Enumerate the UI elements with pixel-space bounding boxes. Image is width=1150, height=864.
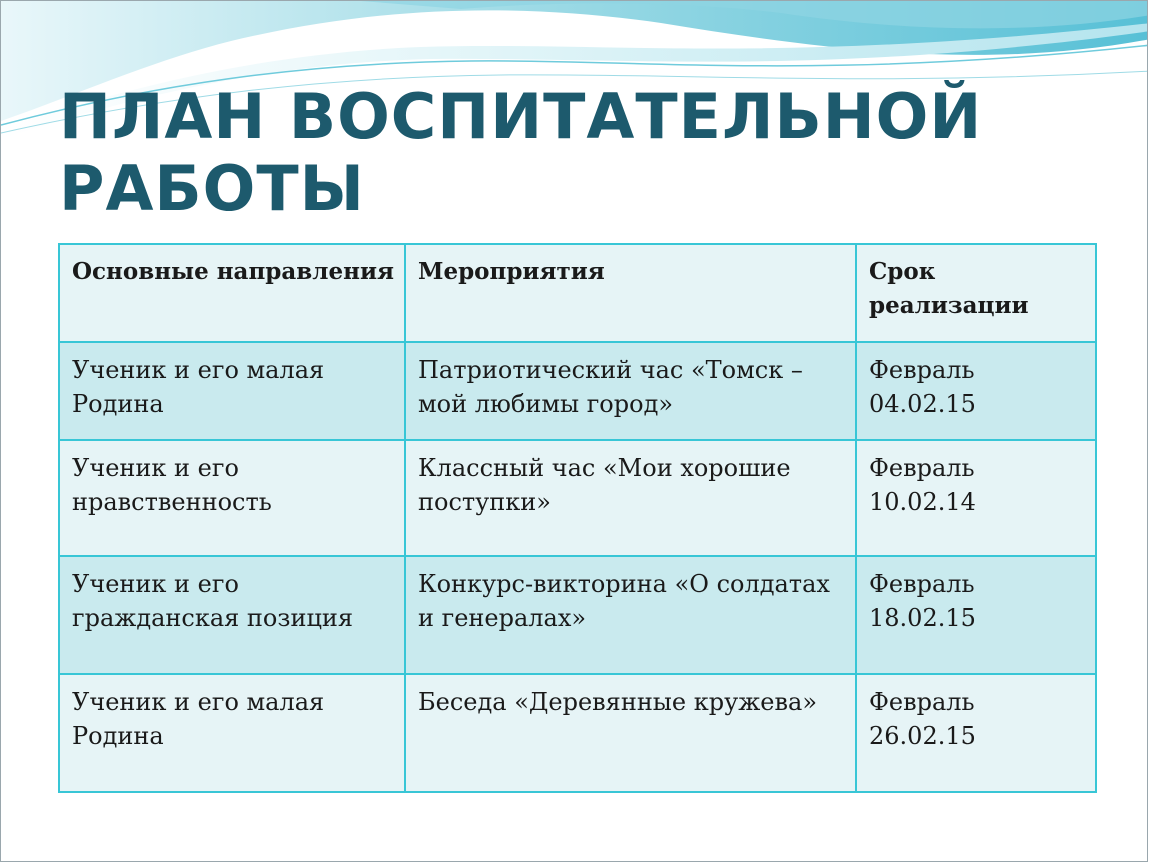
cell-deadline: Февраль 04.02.15 xyxy=(856,342,1096,440)
cell-deadline: Февраль 26.02.15 xyxy=(856,674,1096,792)
header-events: Мероприятия xyxy=(405,244,856,342)
cell-event: Беседа «Деревянные кружева» xyxy=(405,674,856,792)
table-header-row xyxy=(59,244,1096,342)
header-deadline: Срок реализации xyxy=(856,244,1096,342)
cell-deadline: Февраль 10.02.14 xyxy=(856,440,1096,556)
cell-event: Классный час «Мои хорошие поступки» xyxy=(405,440,856,556)
table-row xyxy=(59,556,1096,674)
table-row xyxy=(59,674,1096,792)
header-directions: Основные направления xyxy=(59,244,405,342)
cell-direction: Ученик и его гражданская позиция xyxy=(59,556,405,674)
cell-event: Патриотический час «Томск – мой любимы город» xyxy=(405,342,856,440)
slide-title xyxy=(59,81,1099,225)
slide-title-line1: ПЛАН ВОСПИТАТЕЛЬНОЙ xyxy=(59,80,983,153)
cell-event: Конкурс-викторина «О солдатах и генералах» xyxy=(405,556,856,674)
cell-direction: Ученик и его нравственность xyxy=(59,440,405,556)
table-row xyxy=(59,440,1096,556)
cell-direction: Ученик и его малая Родина xyxy=(59,674,405,792)
cell-direction: Ученик и его малая Родина xyxy=(59,342,405,440)
table-row xyxy=(59,342,1096,440)
plan-table xyxy=(58,243,1097,793)
cell-deadline: Февраль 18.02.15 xyxy=(856,556,1096,674)
slide-title-line2: РАБОТЫ xyxy=(59,152,365,225)
